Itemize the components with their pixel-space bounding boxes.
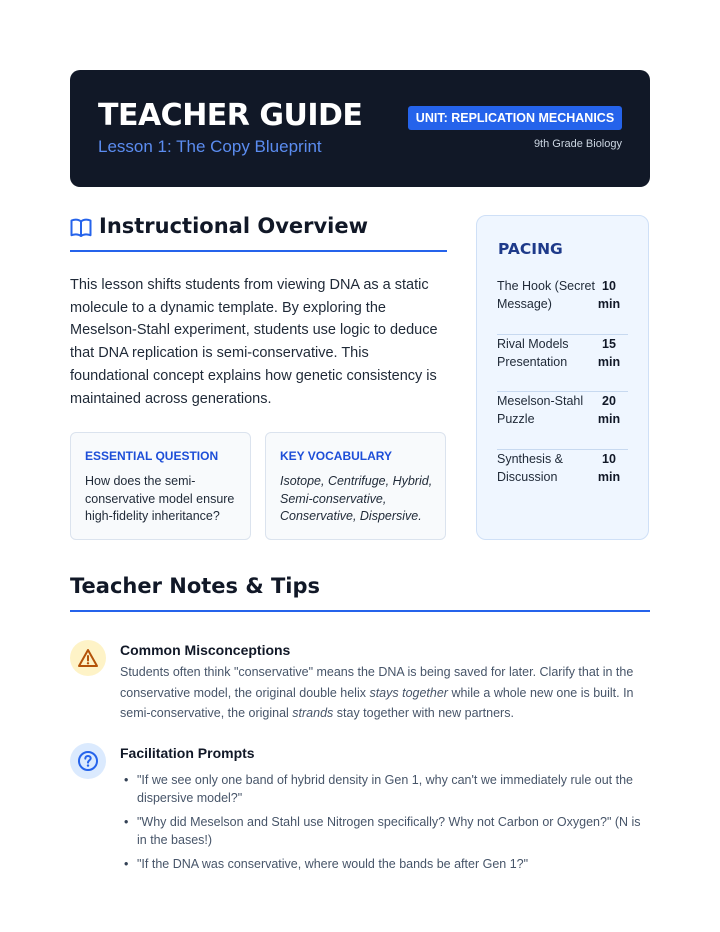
warning-icon — [70, 640, 106, 676]
facilitation-heading: Facilitation Prompts — [120, 745, 255, 761]
pacing-item-name: Synthesis & Discussion — [497, 451, 564, 484]
essential-question-text: How does the semi-conservative model ensure high-fidelity inheritance? — [85, 474, 235, 523]
list-item: • "If we see only one band of hybrid density in Gen 1, why can't we immediately rule out the dispersive model?" — [120, 771, 645, 807]
list-item: • "Why did Meselson and Stahl use Nitrogen specifically? Why not Carbon or Oxygen?" (N is in the bases!) — [120, 813, 645, 849]
pacing-title: PACING — [498, 240, 563, 258]
pacing-item-duration: 10 min — [597, 451, 621, 484]
pacing-list — [497, 277, 628, 507]
lesson-subtitle: Lesson 1: The Copy Blueprint — [98, 137, 322, 156]
key-vocabulary-text: Isotope, Centrifuge, Hybrid, Semi-conservative, Conservative, Dispersive. — [280, 474, 433, 523]
essential-question-label: ESSENTIAL QUESTION — [85, 449, 219, 463]
page-title: TEACHER GUIDE — [98, 98, 363, 133]
pacing-panel — [476, 215, 649, 540]
facilitation-prompt-list — [120, 771, 645, 879]
overview-paragraph: This lesson shifts students from viewing DNA as a static molecule to a dynamic template. By exploring the Meselson-Stahl experiment, students use logic to deduce that DNA replication is semi-conservative. This foundational concept explains how genetic consistency is maintained across generations. — [70, 277, 438, 407]
guide-header — [70, 70, 650, 187]
grade-level: 9th Grade Biology — [533, 138, 622, 150]
open-book-icon — [70, 218, 92, 238]
misconceptions-heading: Common Misconceptions — [120, 642, 291, 658]
unit-badge: UNIT: REPLICATION MECHANICS — [408, 106, 622, 130]
list-item: • "If the DNA was conservative, where would the bands be after Gen 1?" — [120, 855, 645, 873]
overview-divider — [70, 250, 447, 252]
key-vocabulary-label: KEY VOCABULARY — [280, 449, 393, 463]
misconceptions-text: Students often think "conservative" means the DNA is being saved for later. Clarify that in the conservative model, the original double helix stays together while a whole new one is built. In semi-conservative, the original strands stay together with new partners. — [120, 665, 634, 720]
overview-title: Instructional Overview — [99, 214, 369, 238]
question-icon — [70, 743, 106, 779]
pacing-item — [497, 277, 628, 335]
pacing-item — [497, 392, 628, 450]
pacing-item-name: Rival Models Presentation — [497, 336, 569, 369]
pacing-item — [497, 450, 628, 508]
notes-divider — [70, 610, 650, 612]
pacing-item-duration: 15 min — [597, 336, 621, 369]
essential-question-card — [70, 432, 251, 540]
key-vocabulary-card — [265, 432, 446, 540]
pacing-item-name: Meselson-Stahl Puzzle — [497, 394, 584, 426]
pacing-item-duration: 10 min — [597, 279, 621, 311]
pacing-item-name: The Hook (Secret Message) — [497, 279, 595, 311]
notes-title: Teacher Notes & Tips — [70, 574, 321, 598]
pacing-item — [497, 335, 628, 393]
pacing-item-duration: 20 min — [597, 394, 621, 426]
